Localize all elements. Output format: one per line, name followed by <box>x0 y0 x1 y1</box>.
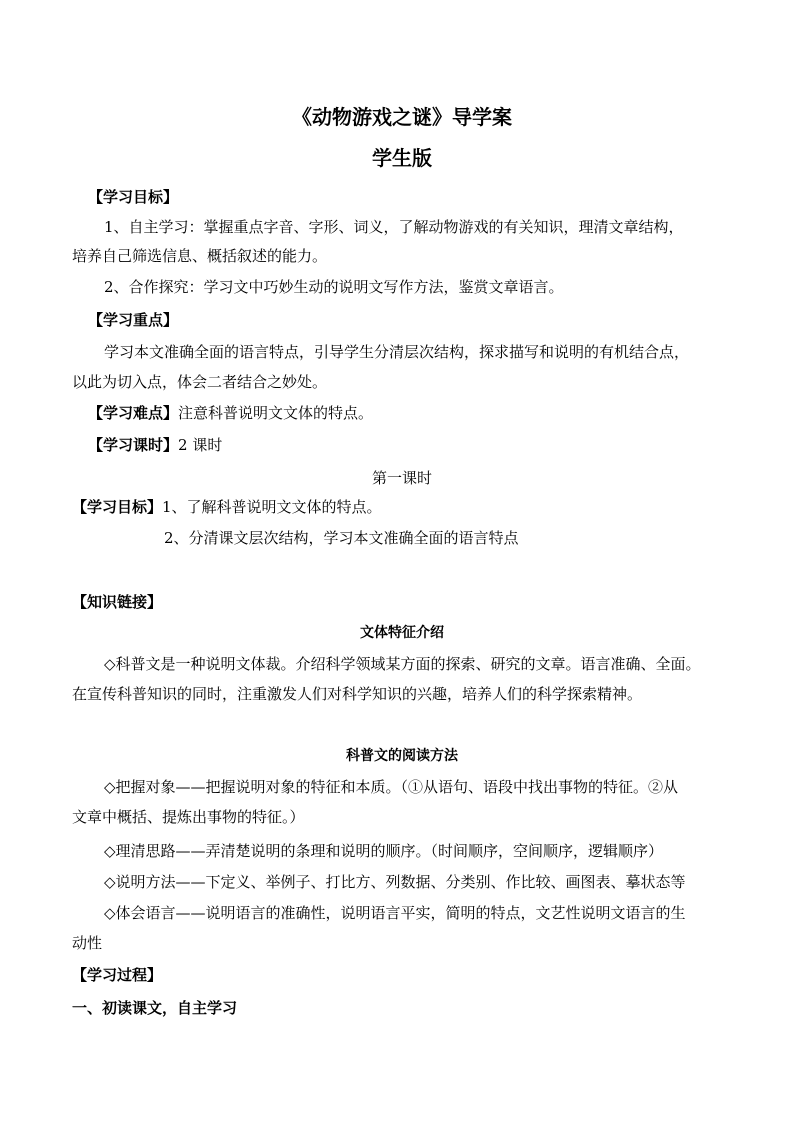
genre-line-2: 在宣传科普知识的同时，注重激发人们对科学知识的兴趣，培养人们的科学探索精神。 <box>72 685 643 703</box>
lesson-one-heading: 第一课时 <box>371 469 432 487</box>
knowledge-heading: 【知识链接】 <box>72 593 163 611</box>
reading-heading: 科普文的阅读方法 <box>346 748 458 764</box>
goal-1-line-2: 培养自己筛选信息、概括叙述的能力。 <box>72 247 328 265</box>
method-4-line-2: 动性 <box>72 934 103 952</box>
document-title: 《动物游戏之谜》导学案 <box>292 105 512 129</box>
hours-heading: 【学习课时】 <box>88 436 179 454</box>
difficulty-text: 注意科普说明文文体的特点。 <box>178 404 374 422</box>
lesson-goal-2: 2、分清课文层次结构，学习本文准确全面的语言特点 <box>164 529 519 547</box>
focus-line-1: 学习本文准确全面的语言特点，引导学生分清层次结构，探求描写和说明的有机结合点， <box>104 343 690 361</box>
genre-heading: 文体特征介绍 <box>360 625 444 641</box>
method-1-line-2: 文章中概括、提炼出事物的特征。） <box>72 808 305 826</box>
hours-row <box>88 435 748 455</box>
difficulty-heading: 【学习难点】 <box>88 404 179 422</box>
goal-1-line-1: 1、自主学习：掌握重点字音、字形、词义，了解动物游戏的有关知识，理清文章结构， <box>104 218 684 236</box>
method-4-line-1: ◇体会语言——说明语言的准确性，说明语言平实，简明的特点，文艺性说明文语言的生 <box>104 904 686 922</box>
method-1-line-1: ◇把握对象——把握说明对象的特征和本质。（①从语句、语段中找出事物的特征。②从 <box>104 778 679 796</box>
method-2: ◇理清思路——弄清楚说明的条理和说明的顺序。（时间顺序，空间顺序，逻辑顺序） <box>104 842 664 860</box>
method-3: ◇说明方法——下定义、举例子、打比方、列数据、分类别、作比较、画图表、摹状态等 <box>104 873 686 891</box>
step-1-heading: 一、初读课文，自主学习 <box>72 999 238 1017</box>
document-subtitle: 学生版 <box>372 146 432 170</box>
goal-2: 2、合作探究：学习文中巧妙生动的说明文写作方法，鉴赏文章语言。 <box>104 278 564 296</box>
hours-text: 2 课时 <box>178 436 223 454</box>
lesson-goals-row <box>72 497 732 517</box>
process-heading: 【学习过程】 <box>72 966 163 984</box>
lesson-goals-heading: 【学习目标】 <box>72 498 163 516</box>
lesson-goal-1: 1、了解科普说明文文体的特点。 <box>162 498 382 516</box>
genre-line-1: ◇科普文是一种说明文体裁。介绍科学领域某方面的探索、研究的文章。语言准确、全面。 <box>104 655 701 673</box>
focus-line-2: 以此为切入点，体会二者结合之妙处。 <box>72 373 328 391</box>
focus-heading: 【学习重点】 <box>88 311 179 329</box>
goals-heading: 【学习目标】 <box>88 188 179 206</box>
difficulty-row <box>88 403 748 423</box>
